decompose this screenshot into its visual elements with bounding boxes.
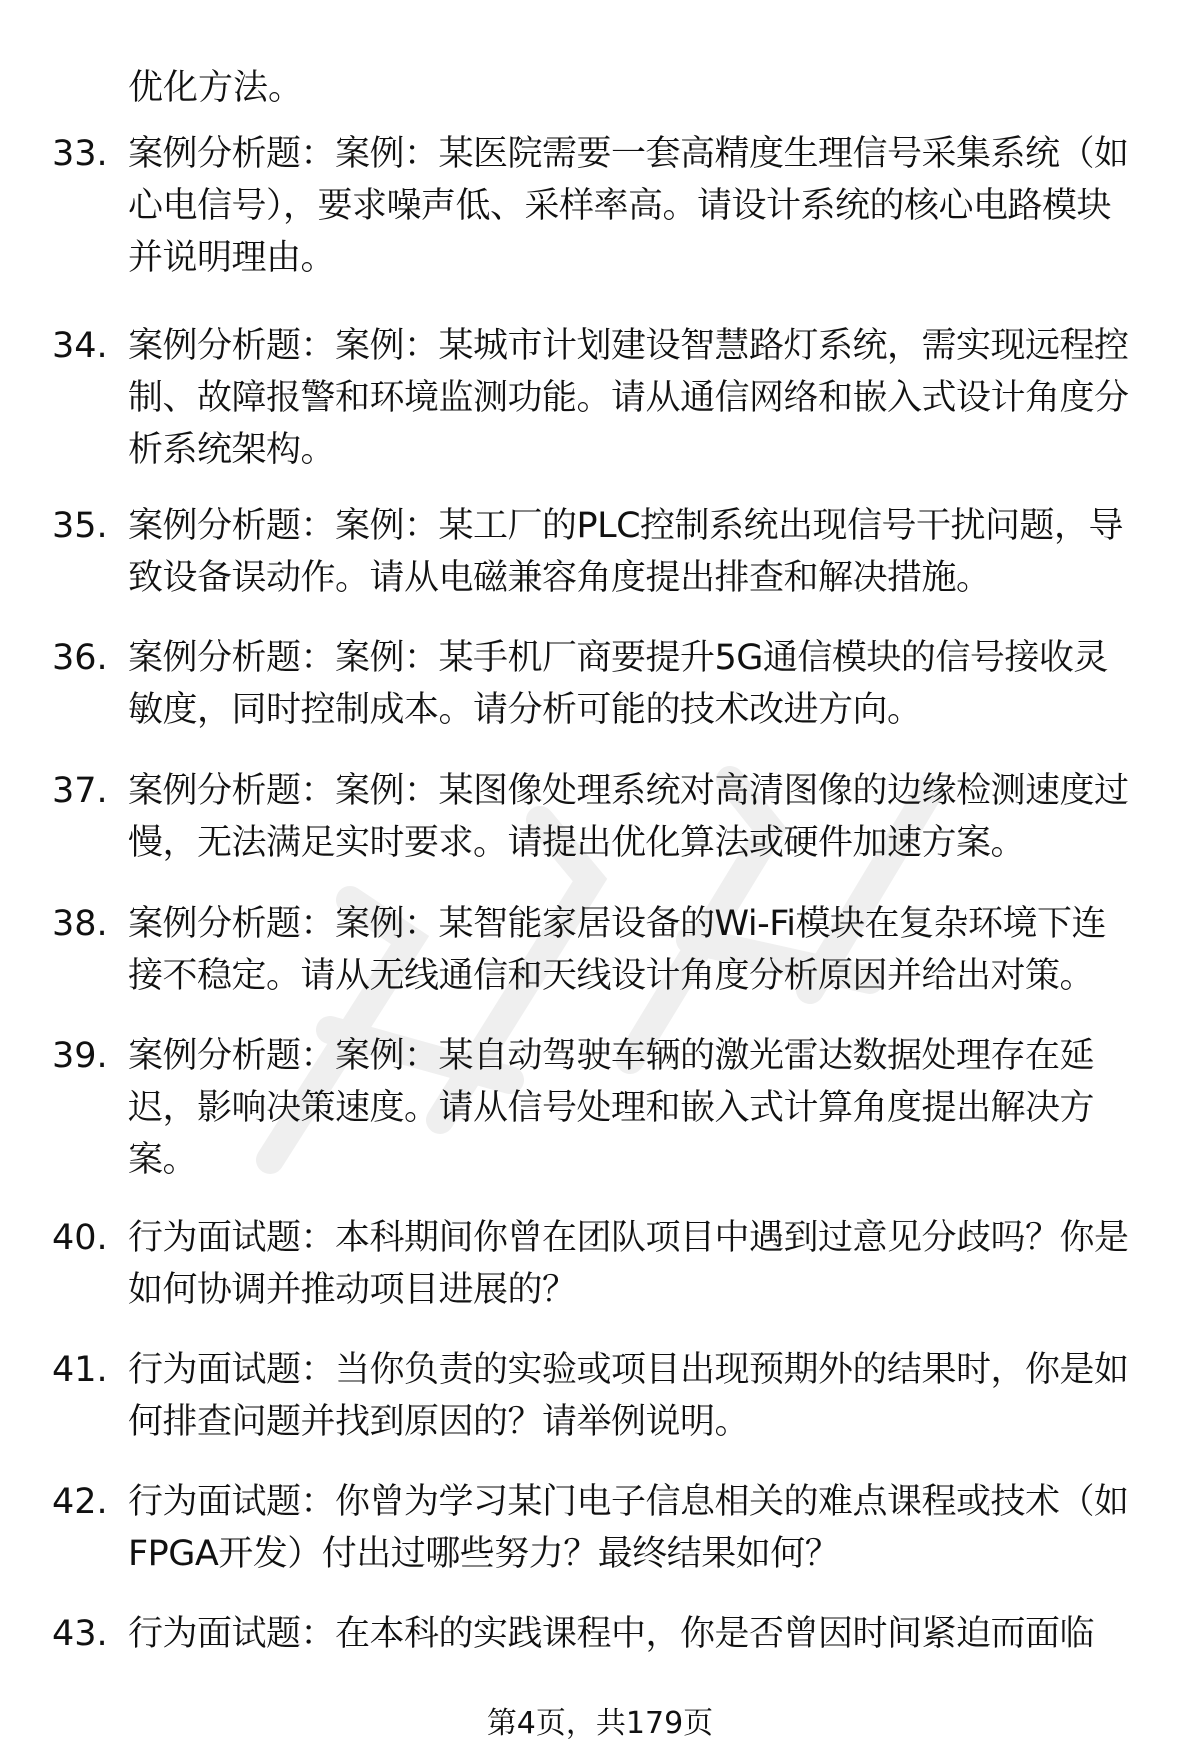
question-text: 行为面试题：在本科的实践课程中，你是否曾因时间紧迫而面临 — [128, 1614, 1095, 1654]
question-text: 行为面试题：当你负责的实验或项目出现预期外的结果时，你是如何排查问题并找到原因的？请举例说明。 — [128, 1350, 1129, 1442]
question-number: 37. — [52, 771, 108, 811]
question-number: 36. — [52, 638, 108, 678]
question-number: 43. — [52, 1614, 108, 1654]
question-number: 39. — [52, 1036, 108, 1076]
question-number: 38. — [52, 904, 108, 944]
question-text: 案例分析题：案例：某智能家居设备的Wi-Fi模块在复杂环境下连接不稳定。请从无线通信和天线设计角度分析原因并给出对策。 — [128, 904, 1107, 996]
continuation-text: 优化方法。 — [128, 68, 304, 108]
question-item — [52, 1212, 1152, 1316]
question-text: 案例分析题：案例：某工厂的PLC控制系统出现信号干扰问题，导致设备误动作。请从电磁兼容角度提出排查和解决措施。 — [128, 506, 1124, 598]
question-item — [52, 1608, 1152, 1660]
question-number: 35. — [52, 506, 108, 546]
question-number: 33. — [52, 134, 108, 174]
question-text: 案例分析题：案例：某城市计划建设智慧路灯系统，需实现远程控制、故障报警和环境监测功能。请从通信网络和嵌入式设计角度分析系统架构。 — [128, 326, 1129, 470]
question-number: 40. — [52, 1218, 108, 1258]
question-text: 案例分析题：案例：某图像处理系统对高清图像的边缘检测速度过慢，无法满足实时要求。请提出优化算法或硬件加速方案。 — [128, 771, 1129, 863]
question-item — [52, 898, 1152, 1002]
question-text: 案例分析题：案例：某医院需要一套高精度生理信号采集系统（如心电信号），要求噪声低、采样率高。请设计系统的核心电路模块并说明理由。 — [128, 134, 1129, 278]
question-item — [52, 500, 1152, 604]
question-text: 案例分析题：案例：某手机厂商要提升5G通信模块的信号接收灵敏度，同时控制成本。请分析可能的技术改进方向。 — [128, 638, 1108, 730]
question-text: 行为面试题：本科期间你曾在团队项目中遇到过意见分歧吗？你是如何协调并推动项目进展的？ — [128, 1218, 1129, 1310]
question-number: 34. — [52, 326, 108, 366]
question-number: 41. — [52, 1350, 108, 1390]
question-item — [52, 632, 1152, 736]
question-text: 案例分析题：案例：某自动驾驶车辆的激光雷达数据处理存在延迟，影响决策速度。请从信号处理和嵌入式计算角度提出解决方案。 — [128, 1036, 1095, 1180]
question-item — [52, 1344, 1152, 1448]
question-item — [52, 1476, 1152, 1580]
question-item — [52, 128, 1152, 284]
question-item — [52, 320, 1152, 476]
question-item — [52, 1030, 1152, 1186]
question-text: 行为面试题：你曾为学习某门电子信息相关的难点课程或技术（如FPGA开发）付出过哪些努力？最终结果如何？ — [128, 1482, 1129, 1574]
page-footer: 第4页，共179页 — [486, 1706, 714, 1741]
question-number: 42. — [52, 1482, 108, 1522]
question-item — [52, 765, 1152, 869]
